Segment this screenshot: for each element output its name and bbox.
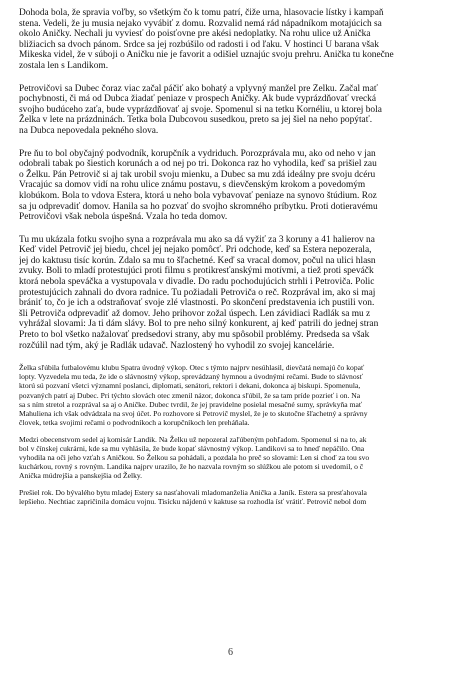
text-line: vyhrážal slovami: Ja ti dám slávy. Bol to pre neho silný konkurent, aj keď patrili do jednej stran [19,319,379,330]
paragraph [19,435,461,480]
text-line: Mikeska videl, že v súboji o Aničku nie je favorit a odišiel uznajúc svoju prehru. Anička tu konečne [19,50,394,61]
text-line: pochybnosti, či má od Dubca žiadať peniaze v prospech Aničky. Ak bude vyprázdňovať vrecká [19,94,377,105]
text-line: pozvaných patrí aj Dubec. Pri týchto slovách otec zmenil názor, dokonca sľúbil, že sa tam príde pozrieť i on. Na [19,390,361,400]
paragraph [19,8,461,72]
text-line: jej do kaktusu tisíc korún. Zdalo sa mu to šľachetné. Keď sa vracal domov, počul na ulici hlasn [19,255,376,266]
text-line: rozčúlil nad tým, aký je Radlák udavač. Nazlostený ho vyhodil zo svojej kancelárie. [19,340,335,351]
text-line: Mahuliena ich však odvádzala na svoj účet. Po rozhovore si Petrovič myslel, že je to skutočne šľachetný a správny [19,408,368,418]
text-line: bližiacich sa dvoch pánom. Srdce sa jej rozbúšilo od radosti i od ľaku. V hostinci U barana však [19,39,379,50]
text-line: Prešiel rok. Do bývalého bytu mladej Estery sa nasťahovali mladomanželia Anička a Janík. Estera sa presťahovala [19,488,367,498]
text-line: stena. Vedeli, že ju musia nejako vyvábiť z domu. Rozvalid nemá rád nápadníkom motajúcich sa [19,18,382,29]
text-line: sa s ním stretol a rozprával sa aj o Aničke. Dubec tvrdil, že jej pravidelne posielal mesačné sumy, správkyňa mať [19,399,363,409]
text-line: Pre ňu to bol obyčajný podvodník, korupčník a vydriduch. Porozprávala mu, ako od neho v jan [19,148,376,159]
paragraph [19,235,461,352]
text-line: brániť to, čo je ich a odstraňovať svoje zlé vlastnosti. Po skončení predstavenia ich pustili von. [19,298,375,309]
paragraph [19,149,461,223]
text-line: zvuky. Boli to mladí protestujúci proti filmu s protikresťanskými motívmi, a tiež proti speváčk [19,266,374,277]
paragraph [19,363,461,427]
text-line: Dohoda bola, že spravia voľby, so všetkým čo k tomu patrí, čiže urna, hlasovacie lístky i kampaň [19,8,384,18]
text-line: lopty. Vyzvedela mu teda, že ide o slávnostný výkop, sprevádzaný hymnou a úvodnými rečami. Bude to slávnosť [19,372,363,382]
paragraph [19,488,461,506]
text-line: bol v čínskej cukrárni, kde sa mu vyhlásila, že bude kopať slávnostný výkop. Landikovi sa to hneď nepáčilo. Ona [19,443,365,453]
text-line: svojho budúceho zaťa, bude vyprázdňovať aj svoje. Spomenul si na tetku Kornéliu, u ktorej bola [19,104,382,115]
text-line: odobrali tabak po šiestich korunách a od nej po tri. Dokonca raz ho vyhodila, keď sa prišiel zau [19,159,377,170]
text-line: Anička múdrejšia a panskejšia od Želky. [19,471,143,481]
text-line: Vracajúc sa domov vidí na rohu ulice známu postavu, s dievčenským krokom a povedomým [19,180,366,191]
paragraph [19,84,461,137]
text-line: Tu mu ukázala fotku svojho syna a rozprávala mu ako sa dá vyžiť za 3 koruny a 41 halierov na [19,234,375,245]
text-line: Preto to bol všetko nažalovať predsedovi strany, aby mu spôsobil problémy. Predseda sa však [19,330,370,341]
text-line: Medzi obecenstvom sedel aj komisár Landik. Na Želku už nepozeral zaľúbeným pohľadom. Spomenul si na to, ak [19,434,367,444]
text-line: ktorú sú pozvaní všetci významní poslanci, diplomati, senátori, rektori i dekani, dokonca aj biskupi. Spomenula, [19,381,361,391]
text-line: Keď videl Petrovič jej biedu, chcel jej nejako pomôcť. Pri odchode, keď sa Estera nepozerala, [19,245,372,256]
text-line: šli Petroviča odprevadiť až domov. Jeho prihovor zožal úspech. Len závidiaci Radlák sa mu z [19,308,371,319]
text-line: klobúkom. Bola to vdova Estera, ktorá u neho bola vybavovať peniaze na synovo štúdium. Roz [19,190,377,201]
text-line: sa ju odprevadiť domov. Hanila sa ho pozvať do svojho skromného príbytku. Proti dotieravému [19,201,378,212]
text-line: Petrovičovi však nebola úspešná. Vzala ho teda domov. [19,212,228,223]
text-line: ktorá nebola speváčka a vystupovala v divadle. Do radu pochodujúcich strhli i Petroviča. Polic [19,277,375,288]
text-line: vyhodila na oči jeho vzťah s Aničkou. So Želkou sa pohádali, a pozdala ho preč so slovami: Len si choď za tou svo [19,453,370,463]
text-line: Želka sľúbila futbalovému klubu Spatra úvodný výkop. Otec s týmto najprv nesúhlasil, dievčatá nemajú čo kopať [19,363,365,373]
page-number: 6 [228,647,233,658]
text-line: na Dubca nepovedala pekného slova. [19,125,159,136]
text-column [19,8,461,515]
text-line: protestujúcich zahnali do dvora radnice. Tu požiadali Petroviča o reč. Rozprával im, ako si maj [19,287,376,298]
text-line: lepšieho. Nechtiac zapričinila domácu vojnu. Tisícku nájdenú v kaktuse sa rozhodla ísť vrátiť. Petrovič nebol dom [19,497,367,507]
text-line: o Želku. Pán Petrovič si aj tak urobil svoju mienku, a Dubec sa mu zdá ideálny pre svoju dcéru [19,169,376,180]
text-line: zostala len s Landikom. [19,60,109,71]
text-line: človek, tetka svojimi rečami o podvodníkoch a korupčníkoch len preháňala. [19,417,250,427]
text-line: Petrovičovi sa Dubec čoraz viac začal páčiť ako bohatý a vplyvný manžel pre Želku. Začal mať [19,83,378,94]
text-line: okolo Aničky. Nechali ju vyviesť do poisťovne pre akési nedoplatky. Na rohu ulice už Anička [19,29,371,40]
text-line: kuchárkou, rovný s rovným. Landika najprv urazilo, že ho nazvala rovným so slúžkou ale potom si uvedomil, o č [19,462,364,472]
text-line: Želka v lete na prázdninách. Tetka bola Dubcovou susedkou, preto sa jej šiel na neho popýtať. [19,115,373,126]
